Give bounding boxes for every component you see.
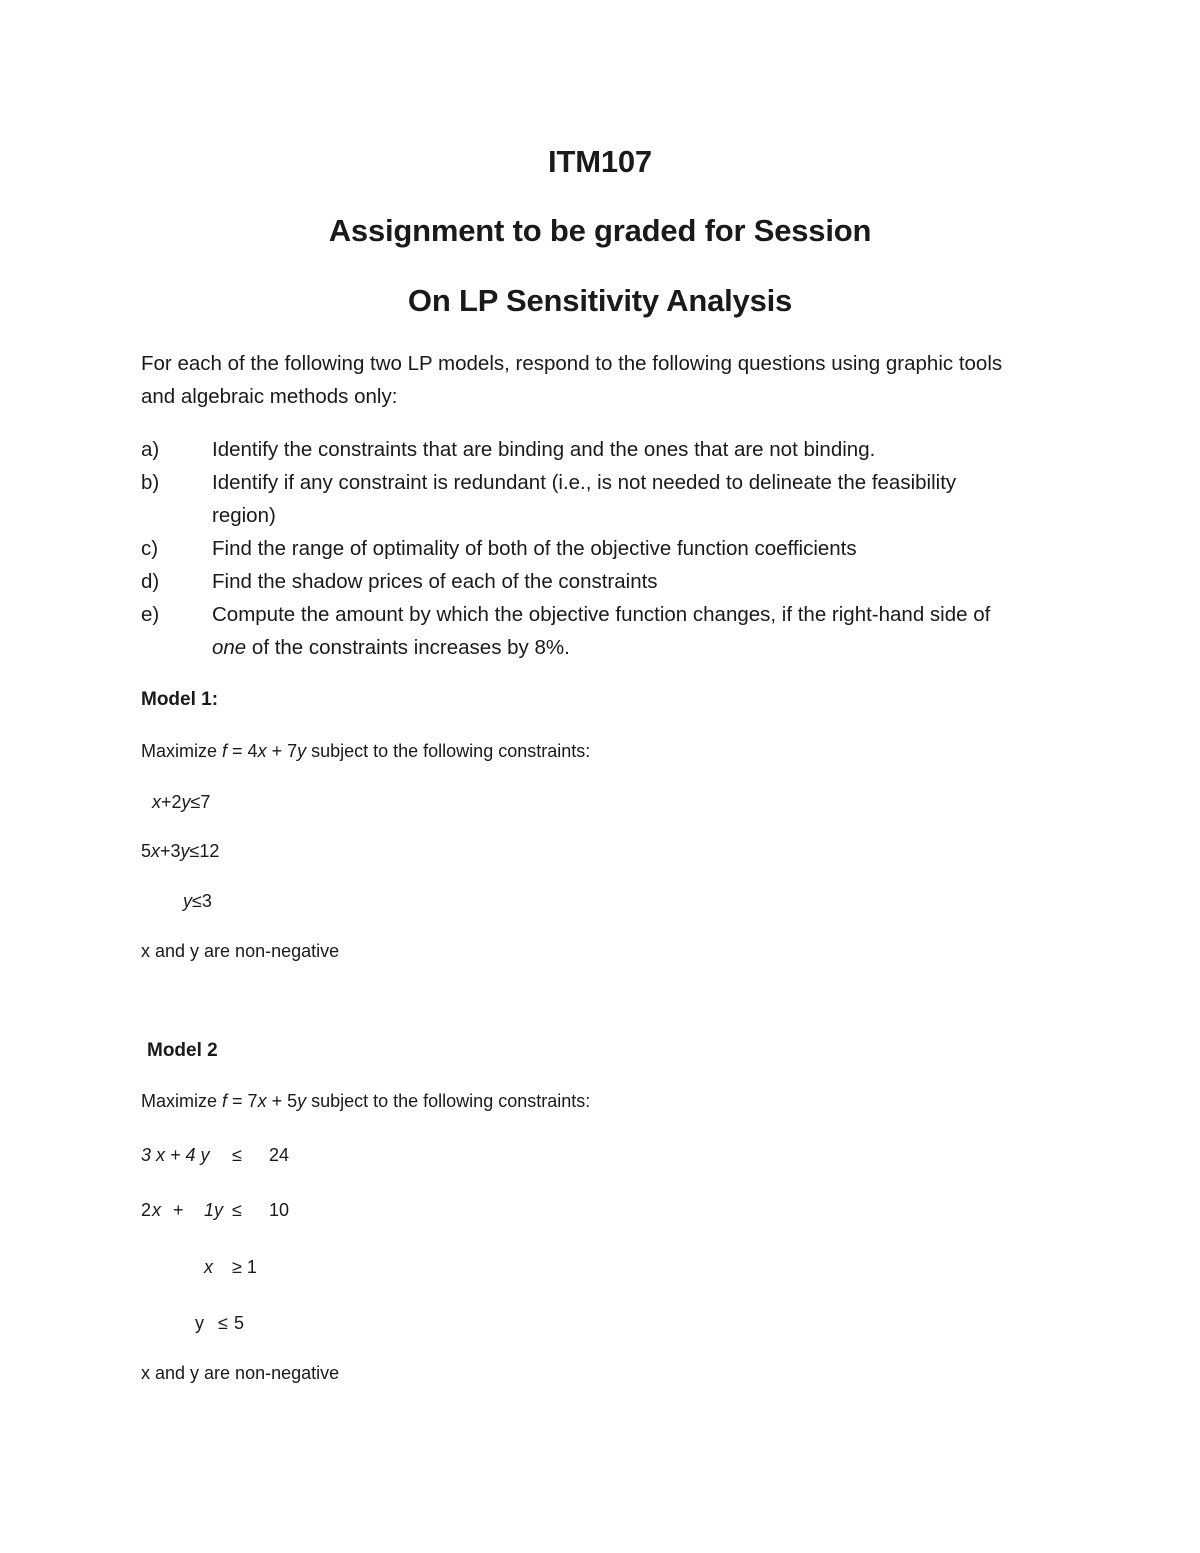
question-marker: c) bbox=[141, 537, 159, 560]
model-1-constraint-3: y≤3 bbox=[183, 891, 212, 911]
title-line-1: Assignment to be graded for Session bbox=[328, 213, 872, 248]
question-text: Compute the amount by which the objective function changes, if the right-hand side of bbox=[212, 603, 991, 626]
question-text: Identify the constraints that are binding and the ones that are not binding. bbox=[212, 438, 876, 461]
model-1-objective: Maximize f = 4x + 7y subject to the following constraints: bbox=[141, 741, 591, 761]
question-e-continuation: one of the constraints increases by 8%. bbox=[212, 636, 570, 659]
question-e bbox=[141, 598, 990, 631]
question-text: Find the shadow prices of each of the constraints bbox=[212, 570, 658, 593]
question-c bbox=[141, 532, 857, 565]
question-marker: a) bbox=[141, 438, 160, 461]
question-text: Find the range of optimality of both of the objective function coefficients bbox=[212, 537, 857, 560]
question-a bbox=[141, 433, 875, 466]
model-1-nonnegativity: x and y are non-negative bbox=[141, 941, 340, 961]
intro-line-1: For each of the following two LP models, respond to the following questions using graphic tools bbox=[141, 352, 1003, 375]
question-marker: b) bbox=[141, 471, 160, 494]
question-marker: d) bbox=[141, 570, 160, 593]
model-1-constraint-2: 5x+3y≤12 bbox=[141, 841, 220, 861]
title-line-2: On LP Sensitivity Analysis bbox=[407, 283, 793, 318]
model-2-objective: Maximize f = 7x + 5y subject to the following constraints: bbox=[141, 1091, 591, 1111]
model-2-nonnegativity: x and y are non-negative bbox=[141, 1363, 340, 1383]
course-code: ITM107 bbox=[548, 144, 652, 179]
intro-line-2: and algebraic methods only: bbox=[141, 385, 398, 408]
question-text: Identify if any constraint is redundant (i.e., is not needed to delineate the feasibility bbox=[212, 471, 957, 494]
question-b bbox=[141, 466, 956, 499]
model-2-heading: Model 2 bbox=[147, 1040, 218, 1061]
model-1-constraint-1: x+2y≤7 bbox=[152, 792, 211, 812]
document-page: ITM107 Assignment to be graded for Session On LP Sensitivity Analysis For each of the following two LP models, respond to the following questions using graphic tools and algebraic methods only: a) Identify the constraints that are binding and the ones that are not binding. b) Identify if any constraint is redundant (i.e., is not needed to delineate the feasibility region) c) Find the range of optimality of both of the objective function coefficients d) Find the shadow prices of each of the constraints e) Compute the amount by which the objective function changes, if the right-hand side of one of the constraints increases by 8%. Model 1: Maximize f = 4x + 7y subject to the following constraints: x+2y≤7 5x+3y≤12 y≤3 x and y are non-negative Model 2 Maximize f = 7x + 5y subject to the following constraints: 3 x + 4 y ≤ 24 2 x + 1y ≤ 10 x ≥ 1 y ≤ 5 x and y are non-negative bbox=[0, 0, 1200, 1553]
question-marker: e) bbox=[141, 603, 160, 626]
model-1-heading: Model 1: bbox=[141, 689, 219, 710]
question-d bbox=[141, 565, 658, 598]
question-b-continuation: region) bbox=[212, 504, 276, 527]
